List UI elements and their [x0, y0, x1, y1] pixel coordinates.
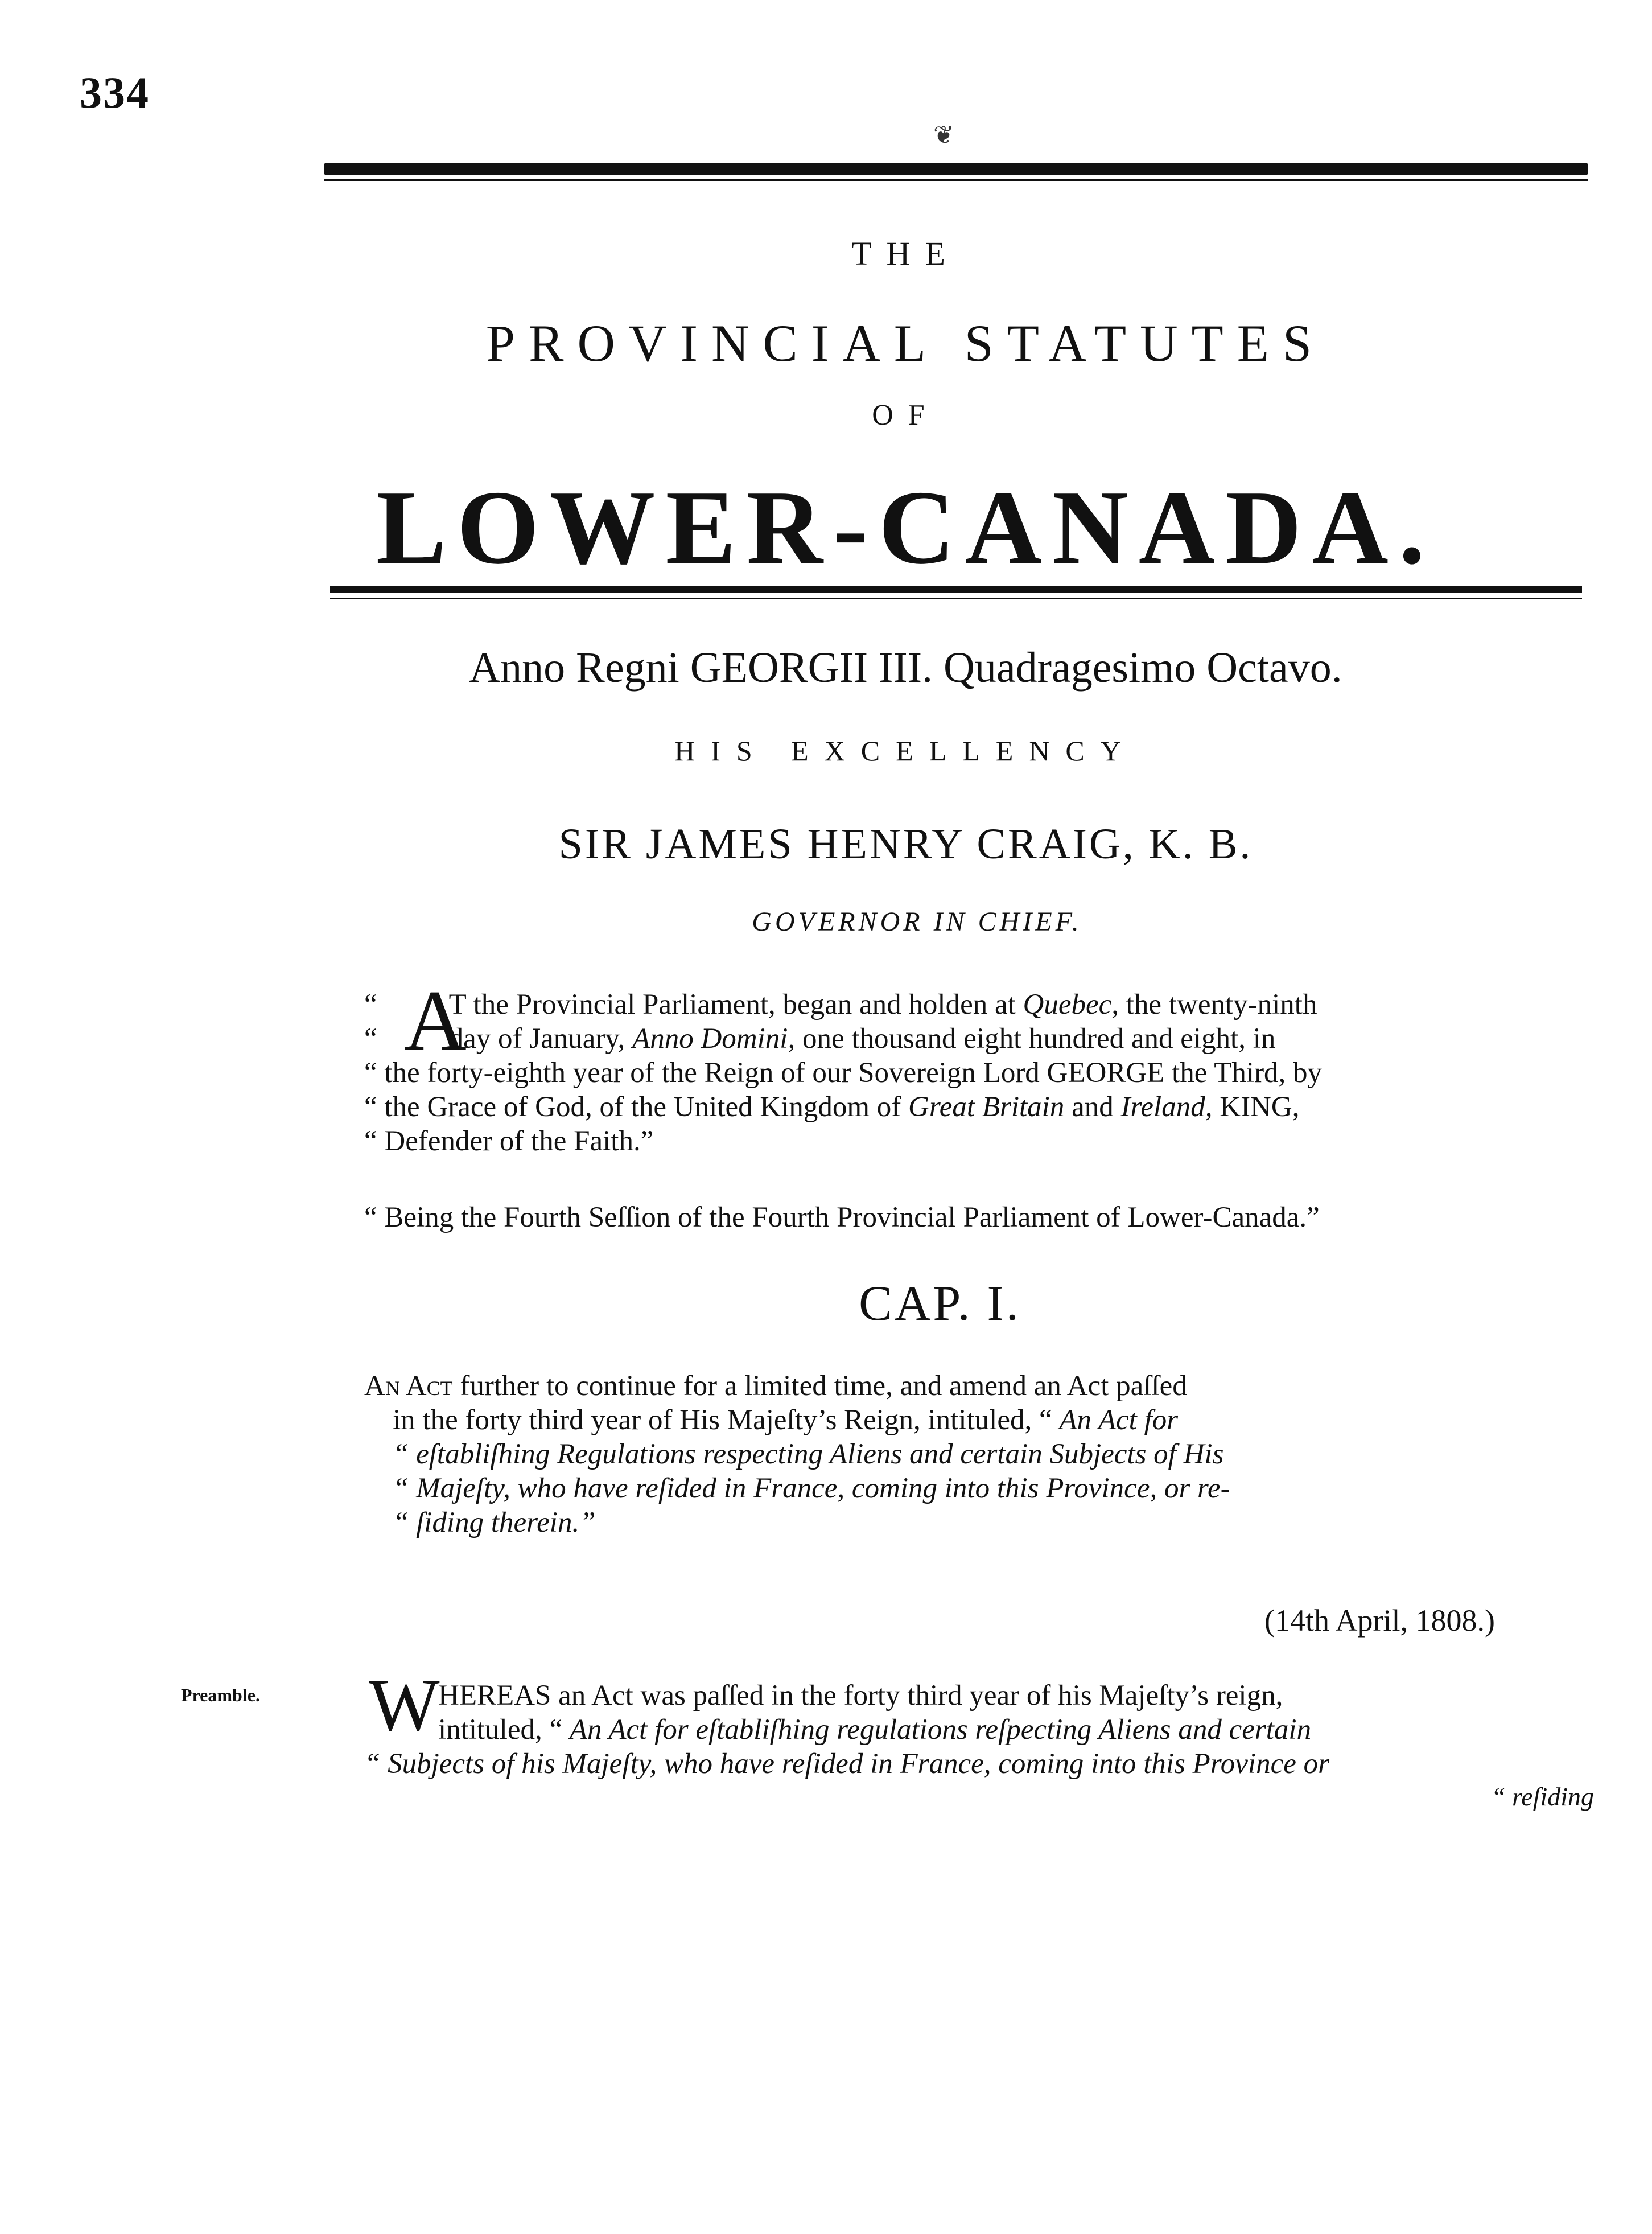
act-title-line-3: “ eſtabliſhing Regulations respecting Aliens and certain Subjects of His [393, 1438, 1224, 1470]
intro-italic: Quebec, [1023, 989, 1119, 1021]
quote-mark: “ [364, 1057, 377, 1089]
regnal-year: Anno Regni GEORGII III. Quadragesimo Octavo. [469, 644, 1342, 692]
act-title-line-1 [364, 1369, 1187, 1402]
title-of: OF [872, 399, 940, 431]
preamble-drop-cap: W [369, 1663, 440, 1747]
intro-text: day of January, [448, 1023, 633, 1055]
middle-rule [330, 586, 1582, 593]
act-title-line-4: “ Majeſty, who have reſided in France, coming into this Province, or re- [393, 1472, 1230, 1504]
intro-drop-cap: A [404, 973, 467, 1068]
intro-line-1 [364, 988, 1317, 1021]
intro-text: the Grace of God, of the United Kingdom of [384, 1091, 908, 1123]
intro-text: the forty-eighth year of the Reign of our Sovereign Lord GEORGE the Third, by [384, 1057, 1323, 1089]
ornament-icon: ❦ [933, 121, 954, 149]
act-title-italic: An Act for [1059, 1404, 1179, 1436]
top-rule-thin [324, 179, 1588, 181]
act-title-text: further to continue for a limited time, and amend an Act paſſed [452, 1370, 1187, 1402]
title-province: LOWER-CANADA. [376, 469, 1436, 586]
intro-text: Defender of the Faith.” [384, 1125, 654, 1157]
intro-text-rest: and [1064, 1091, 1121, 1123]
intro-italic-2: Ireland, [1120, 1091, 1213, 1123]
governor-name: SIR JAMES HENRY CRAIG, K. B. [558, 820, 1253, 868]
preamble-italic: An Act for eſtabliſhing regulations reſpecting Aliens and certain [569, 1714, 1312, 1746]
preamble-line-2 [438, 1713, 1311, 1746]
act-title-text: in the forty third year of His Majeſty’s Reign, intituled, “ [393, 1404, 1060, 1436]
act-title-line-2 [393, 1404, 1178, 1437]
his-excellency: HIS EXCELLENCY [674, 735, 1137, 767]
quote-mark: “ [364, 1091, 377, 1123]
page-number: 334 [80, 68, 150, 117]
top-rule [324, 163, 1588, 175]
title-the: THE [851, 235, 960, 272]
act-title-line-5: “ ſiding therein.” [393, 1507, 596, 1538]
chapter-heading: CAP. I. [859, 1276, 1021, 1331]
title-statutes: PROVINCIAL STATUTES [485, 314, 1326, 372]
intro-line-3 [364, 1056, 1322, 1089]
quote-mark: “ [364, 1023, 377, 1055]
session-line: “ Being the Fourth Seſſion of the Fourth Provincial Parliament of Lower-Canada.” [364, 1202, 1320, 1233]
intro-text-rest: one thousand eight hundred and eight, in [795, 1023, 1276, 1055]
intro-italic: Great Britain [908, 1091, 1065, 1123]
preamble-text: intituled, “ [438, 1714, 570, 1746]
intro-line-2 [364, 1022, 1275, 1055]
intro-text: T the Provincial Parliament, began and holden at [448, 989, 1023, 1021]
preamble-line-3: “ Subjects of his Majeſty, who have reſided in France, coming into this Province or [364, 1748, 1329, 1780]
intro-italic: Anno Domini, [632, 1023, 796, 1055]
intro-line-4 [364, 1091, 1299, 1124]
intro-line-5 [364, 1125, 653, 1158]
margin-note: Preamble. [181, 1685, 260, 1705]
act-date: (14th April, 1808.) [1264, 1603, 1495, 1638]
quote-mark: “ [364, 1125, 377, 1157]
governor-title: GOVERNOR IN CHIEF. [752, 907, 1082, 937]
middle-rule-thin [330, 598, 1582, 599]
intro-text-rest: the twenty-ninth [1119, 989, 1317, 1021]
quote-mark: “ [364, 989, 377, 1021]
intro-text-rest-2: KING, [1212, 1091, 1300, 1123]
catchword: “ reſiding [1491, 1782, 1595, 1811]
preamble-line-1: HEREAS an Act was paſſed in the forty third year of his Majeſty’s reign, [438, 1680, 1283, 1712]
act-title-lead: An Act [364, 1370, 453, 1402]
